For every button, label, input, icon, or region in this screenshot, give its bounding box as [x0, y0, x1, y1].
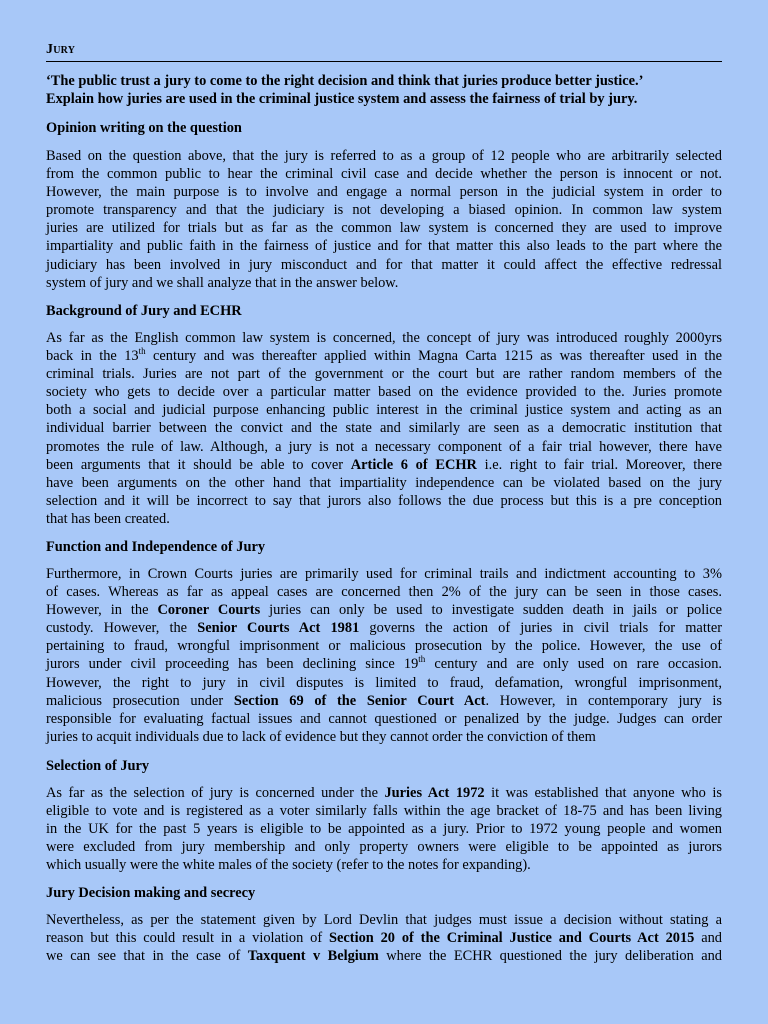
- legal-reference: Article 6 of ECHR: [350, 456, 477, 473]
- paragraph-line: juries to acquit individuals due to lack of evidence but they cannot order the conviction of them: [46, 728, 596, 745]
- legal-reference: Taxquent v Belgium: [247, 948, 379, 965]
- paragraph-line: juries are utilized for trials but as far as the common law system is concerned they are used to improve: [46, 220, 722, 237]
- essay-question: [46, 72, 722, 108]
- paragraph-line: As far as the English common law system is concerned, the concept of jury was introduced roughly 2000yrs: [46, 330, 722, 346]
- section-heading-decision: Jury Decision making and secrecy: [46, 885, 256, 901]
- running-header: [46, 42, 722, 62]
- paragraph-selection: [46, 784, 722, 874]
- section-heading-selection: Selection of Jury: [46, 758, 150, 774]
- paragraph-background: [46, 329, 722, 528]
- paragraph-line: pertaining to fraud, wrongful imprisonment or malicious prosecution by the police. However, the use of: [46, 638, 722, 655]
- paragraph-line: As far as the selection of jury is concerned under the Juries Act 1972 it was established that anyone who is: [46, 785, 722, 801]
- question-line: Explain how juries are used in the criminal justice system and assess the fairness of trial by jury.: [46, 91, 638, 107]
- paragraph-line: in the UK for the past 5 years is eligible to be appointed as a jury. Prior to 1972 young people and women: [46, 821, 722, 838]
- legal-reference: Section 20 of the Criminal Justice and Courts Act 2015: [329, 930, 695, 947]
- paragraph-line: However, the right to jury in civil disputes is limited to fraud, defamation, wrongful imprisonment,: [46, 674, 722, 691]
- paragraph-line: both a social and judicial purpose enhancing public interest in the criminal justice system and acting as an: [46, 402, 722, 419]
- paragraph-line: that has been created.: [46, 510, 170, 527]
- paragraph-line: of cases. Whereas as far as appeal cases are concerned then 2% of the jury can be seen in those cases.: [46, 584, 722, 601]
- paragraph-line: promotes the rule of law. Although, a jury is not a necessary component of a fair trial however, there have: [46, 438, 722, 455]
- paragraph-line: impartiality and public faith in the fairness of justice and for that matter this also leads to the part where the: [46, 238, 722, 255]
- paragraph-opinion: [46, 147, 722, 292]
- paragraph-line: jurors under civil proceeding has been declining since 19th century and are only used on rare occasion.: [46, 654, 722, 673]
- paragraph-line: which usually were the white males of the society (refer to the notes for expanding).: [46, 857, 531, 874]
- paragraph-line: responsible for evaluating factual issues and cannot questioned or penalized by the judge. Judges can order: [46, 710, 722, 727]
- legal-reference: Juries Act 1972: [384, 785, 485, 801]
- paragraph-line: society who gets to decide over a particular matter based on the evidence provided to the. Juries promote: [46, 384, 722, 401]
- paragraph-line: judiciary has been involved in jury misconduct and for that matter it could affect the effective redressal: [46, 256, 722, 273]
- paragraph-line: we can see that in the case of Taxquent v Belgium where the ECHR questioned the jury deliberation and: [46, 948, 722, 965]
- paragraph-line: Based on the question above, that the jury is referred to as a group of 12 people who are arbitrarily selected: [46, 148, 722, 164]
- legal-reference: Coroner Courts: [157, 602, 261, 619]
- paragraph-line: were excluded from jury membership and only property owners were eligible to be appointed as jurors: [46, 839, 722, 856]
- paragraph-line: have been arguments on the other hand that impartiality independence can be violated based on the jury: [46, 474, 722, 491]
- paragraph-line: malicious prosecution under Section 69 of the Senior Court Act. However, in contemporary jury is: [46, 692, 722, 709]
- paragraph-line: However, in the Coroner Courts juries can only be used to investigate sudden death in jails or police: [46, 602, 722, 619]
- paragraph-line: selection and it will be incorrect to say that jurors also follows the due process but this is a pre conception: [46, 492, 722, 509]
- section-heading-background: Background of Jury and ECHR: [46, 303, 242, 319]
- paragraph-line: individual barrier between the convict and the state and similarly are seen as a democratic institution that: [46, 420, 722, 437]
- legal-reference: Senior Courts Act 1981: [197, 620, 360, 637]
- paragraph-line: criminal trials. Juries are not part of the government or the court but are rather random members of the: [46, 366, 722, 383]
- section-heading-function: Function and Independence of Jury: [46, 539, 266, 555]
- paragraph-function: [46, 565, 722, 746]
- paragraph-line: However, the main purpose is to involve and engage a normal person in the judicial system in order to: [46, 184, 722, 201]
- paragraph-line: reason but this could result in a violation of Section 20 of the Criminal Justice and Courts Act 2015 and: [46, 930, 722, 947]
- paragraph-line: eligible to vote and is registered as a voter similarly falls within the age bracket of 18-75 and has been living: [46, 803, 722, 820]
- paragraph-line: system of jury and we shall analyze that in the answer below.: [46, 274, 399, 291]
- legal-reference: Section 69 of the Senior Court Act: [233, 692, 486, 709]
- section-heading-opinion: Opinion writing on the question: [46, 120, 242, 136]
- paragraph-line: been arguments that it should be able to cover Article 6 of ECHR i.e. right to fair trial. Moreover, there: [46, 456, 722, 473]
- paragraph-line: Nevertheless, as per the statement given by Lord Devlin that judges must issue a decision without stating a: [46, 912, 722, 928]
- paragraph-line: back in the 13th century and was thereafter applied within Magna Carta 1215 as was thereafter used in the: [46, 346, 722, 365]
- paragraph-line: from the common public to hear the criminal civil case and decide whether the person is innocent or not.: [46, 166, 722, 183]
- paragraph-decision: [46, 911, 722, 965]
- paragraph-line: promote transparency and that the judiciary is not developing a biased opinion. In common law system: [46, 202, 722, 219]
- paragraph-line: custody. However, the Senior Courts Act 1981 governs the action of juries in civil trials for matter: [46, 620, 722, 637]
- header-title: Jury: [46, 42, 76, 57]
- paragraph-line: Furthermore, in Crown Courts juries are primarily used for criminal trails and indictment accounting to 3%: [46, 566, 722, 582]
- question-line: ‘The public trust a jury to come to the right decision and think that juries produce better justice.’: [46, 73, 644, 89]
